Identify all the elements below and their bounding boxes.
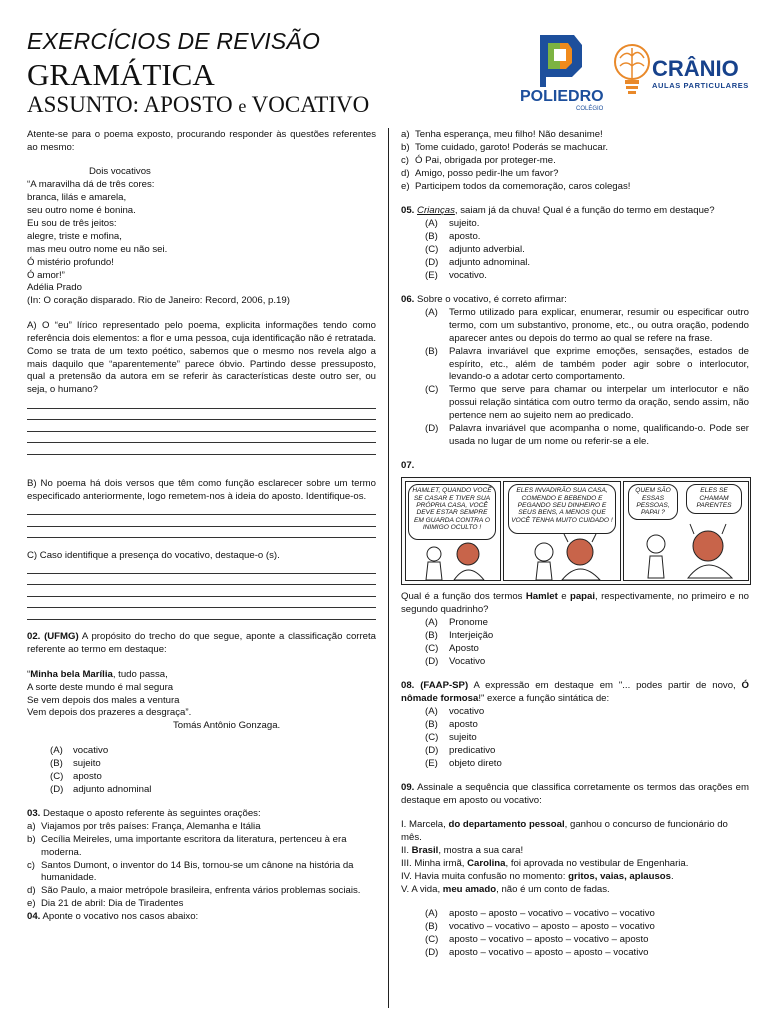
sentence-part: V. A vida, xyxy=(401,883,443,895)
q02-text: A propósito do trecho do que segue, aponte a classificação correta referente ao termo em destaque: xyxy=(27,631,377,656)
comic-bubble-2: ELES INVADIRÃO SUA CASA, COMENDO E BEBENDO E PEGANDO SEU DINHEIRO E SEUS BENS, A MENOS QUE VOCÊ TENHA MUITO CUIDADO ! xyxy=(508,484,616,534)
answer-line[interactable] xyxy=(27,397,376,409)
answer-option-key: (A) xyxy=(425,617,438,629)
sentence-part: , foi aprovada no vestibular de Engenharia. xyxy=(505,858,689,870)
q02-options xyxy=(27,745,376,797)
sentence-item xyxy=(401,129,749,142)
answer-line[interactable] xyxy=(27,585,376,597)
answer-option-key: (E) xyxy=(425,757,438,769)
answer-line[interactable] xyxy=(27,574,376,586)
answer-line[interactable] xyxy=(27,515,376,527)
q07-term-1: Hamlet xyxy=(525,591,558,603)
answer-line[interactable] xyxy=(27,597,376,609)
answer-lines-a xyxy=(27,397,376,455)
answer-option[interactable] xyxy=(401,218,749,231)
subject-aposto: APOSTO xyxy=(143,92,233,117)
question-08 xyxy=(401,680,749,706)
poem-line: seu outro nome é bonina. xyxy=(27,205,136,217)
poem-line: Eu sou de três jeitos: xyxy=(27,217,117,229)
q05-number: 05. xyxy=(401,205,415,217)
sentence-part: , ganhou o concurso de funcionário do mês. xyxy=(401,819,728,844)
answer-option-key: (D) xyxy=(425,423,439,435)
q09-number: 09. xyxy=(401,782,415,794)
answer-option-text: Interjeição xyxy=(449,629,494,641)
answer-lines-b xyxy=(27,504,376,539)
sentence-item-text: Cecília Meireles, uma importante escritora da literatura, pertenceu à era moderna. xyxy=(41,833,347,858)
question-c: C) Caso identifique a presença do vocativo, destaque-o (s). xyxy=(27,549,280,561)
sentence-highlight: meu amado xyxy=(442,883,497,895)
sentence-item-text: Dia 21 de abril: Dia de Tiradentes xyxy=(41,898,184,910)
right-column xyxy=(401,129,749,960)
header-line1: EXERCÍCIOS DE REVISÃO xyxy=(27,28,321,54)
sentence-item xyxy=(401,142,749,155)
sentence-highlight: do departamento pessoal xyxy=(448,819,565,831)
q08-text-a: A expressão em destaque em "... podes partir de novo, xyxy=(468,680,742,692)
poem-line: alegre, triste e mofina, xyxy=(27,230,122,242)
sentence-item-key: c) xyxy=(27,859,35,871)
q09-sentences xyxy=(401,819,749,896)
sentence-item-key: e) xyxy=(27,898,36,910)
answer-option-text: vocativo. xyxy=(449,269,487,281)
answer-option-key: (C) xyxy=(425,384,439,396)
answer-option-text: sujeito xyxy=(449,731,477,743)
answer-option[interactable] xyxy=(50,758,376,771)
q02-quote-first xyxy=(27,669,376,682)
column-divider xyxy=(388,128,389,1008)
answer-line[interactable] xyxy=(27,420,376,432)
answer-line[interactable] xyxy=(27,409,376,421)
sentence-item-text: Amigo, posso pedir-lhe um favor? xyxy=(415,167,559,179)
sentence-item-key: d) xyxy=(27,885,36,897)
poliedro-emblem-icon xyxy=(516,33,606,113)
answer-option-text: Termo utilizado para explicar, enumerar, resumir ou especificar outro termo, com um substantivo, pronome, etc., ou outra oração, podendo aparecer antes ou depois do termo ao qual se refere na frase. xyxy=(449,306,749,344)
answer-option-text: sujeito. xyxy=(449,217,480,229)
q07-number: 07. xyxy=(401,460,415,472)
answer-option-text: vocativo xyxy=(73,744,109,756)
q02-highlight: Minha bela Marília xyxy=(30,668,113,680)
answer-option-key: (B) xyxy=(425,629,438,641)
poem xyxy=(27,179,376,308)
answer-option-text: aposto – aposto – vocativo – vocativo – vocativo xyxy=(449,908,655,920)
sentence-item-key: e) xyxy=(401,180,410,192)
q09-options xyxy=(401,908,749,960)
answer-option-key: (A) xyxy=(50,744,63,756)
answer-option-key: (D) xyxy=(425,256,439,268)
comic-figures-icon xyxy=(414,540,494,582)
comic-panel-1 xyxy=(405,481,501,581)
answer-option[interactable] xyxy=(401,617,749,630)
answer-option-key: (E) xyxy=(425,269,438,281)
answer-option-key: (D) xyxy=(425,655,439,667)
question-05 xyxy=(401,205,749,218)
answer-option-text: adjunto adnominal. xyxy=(449,256,531,268)
q07-options xyxy=(401,617,749,669)
answer-option-text: aposto xyxy=(73,770,102,782)
sentence-part: II. xyxy=(401,845,412,857)
subject-label: ASSUNTO: xyxy=(27,92,140,117)
poliedro-logo xyxy=(516,33,606,113)
poem-line: “A maravilha dá de três cores: xyxy=(27,179,155,191)
q04-number: 04. xyxy=(27,911,41,923)
question-03 xyxy=(27,808,376,821)
comic-panel-2 xyxy=(503,481,621,581)
q03-number: 03. xyxy=(27,807,41,819)
answer-option-key: (A) xyxy=(425,306,438,318)
answer-option-text: adjunto adverbial. xyxy=(449,243,525,255)
sentence-highlight: Brasil xyxy=(411,845,439,857)
answer-option-key: (A) xyxy=(425,217,438,229)
sentence-item-text: Ó Pai, obrigada por proteger-me. xyxy=(415,154,556,166)
poem-source: (In: O coração disparado. Rio de Janeiro: Record, 2006, p.19) xyxy=(27,295,290,307)
answer-option-key: (C) xyxy=(50,770,64,782)
answer-option-text: predicativo xyxy=(449,744,496,756)
cranio-logo xyxy=(612,42,752,102)
answer-option[interactable] xyxy=(401,947,749,960)
q02-quote-line: Se vem depois dos males a ventura xyxy=(27,694,180,706)
answer-option[interactable] xyxy=(401,745,749,758)
sentence-item-key: d) xyxy=(401,167,410,179)
answer-option[interactable] xyxy=(401,244,749,257)
answer-option[interactable] xyxy=(50,745,376,758)
q09-text: Assinale a sequência que classifica corretamente os termos das orações em destaque em aposto ou vocativo: xyxy=(401,782,749,806)
q09-sentence xyxy=(401,819,749,845)
answer-option-key: (D) xyxy=(425,947,439,958)
answer-option[interactable] xyxy=(401,231,749,244)
question-02 xyxy=(27,631,376,657)
question-b: B) No poema há dois versos que têm como função esclarecer sobre um termo especificado anteriormente, logo remetem-nos à ideia do aposto. Identifique-os. xyxy=(27,477,376,502)
question-06 xyxy=(401,294,749,307)
q06-number: 06. xyxy=(401,293,415,305)
q08-source: (FAAP-SP) xyxy=(420,680,469,692)
answer-option-key: (A) xyxy=(425,908,438,920)
q09-sentence xyxy=(401,884,749,897)
sentence-item-text: Santos Dumont, o inventor do 14 Bis, tornou-se um cânone na história da humanidade. xyxy=(41,859,354,884)
answer-option-key: (B) xyxy=(425,345,438,357)
q07-mid: e xyxy=(557,591,570,603)
comic-viking-icon xyxy=(514,534,610,582)
cranio-sub: AULAS PARTICULARES xyxy=(652,81,749,90)
q02-quote-line: Vem depois dos prazeres a desgraça”. xyxy=(27,707,192,719)
q08-highlight: Ó nômade formosa xyxy=(401,680,750,705)
answer-option-key: (D) xyxy=(50,783,64,795)
q09-sentence xyxy=(401,845,749,858)
answer-option-key: (B) xyxy=(425,718,438,730)
sentence-item xyxy=(27,821,376,834)
sentence-part: IV. Havia muita confusão no momento: xyxy=(401,870,569,882)
answer-option[interactable] xyxy=(401,921,749,934)
comic-bubble-1: HAMLET, QUANDO VOCÊ SE CASAR E TIVER SUA PRÓPRIA CASA, VOCÊ DEVE ESTAR SEMPRE EM GUARDA CONTRA O INIMIGO OCULTO ! xyxy=(408,484,496,540)
answer-option-text: aposto. xyxy=(449,230,481,242)
comic-panel-3 xyxy=(623,481,749,581)
poem-line: Ó mistério profundo! xyxy=(27,256,114,268)
subject-and: e xyxy=(238,96,247,116)
answer-line[interactable] xyxy=(27,608,376,620)
brain-bulb-icon xyxy=(612,42,752,102)
sentence-item-text: Tenha esperança, meu filho! Não desanime! xyxy=(415,129,603,140)
comic-father-son-icon xyxy=(632,522,742,580)
intro-text: Atente-se para o poema exposto, procurando responder às questões referentes ao mesmo: xyxy=(27,129,376,153)
sentence-part: I. Marcela, xyxy=(401,819,449,831)
answer-option[interactable] xyxy=(401,719,749,732)
answer-option-text: vocativo – vocativo – aposto – aposto – vocativo xyxy=(449,921,655,933)
poem-line: mas meu outro nome eu não sei. xyxy=(27,243,168,255)
subject-vocativo: VOCATIVO xyxy=(251,92,370,117)
answer-option-key: (D) xyxy=(425,744,439,756)
q08-text-b: !" exerce a função sintática de: xyxy=(478,693,610,705)
q05-text: , saiam já da chuva! Qual é a função do termo em destaque? xyxy=(454,205,715,217)
q06-options xyxy=(401,307,749,449)
answer-option[interactable] xyxy=(401,643,749,656)
sentence-item xyxy=(401,168,749,181)
answer-option[interactable] xyxy=(50,771,376,784)
q08-options xyxy=(401,706,749,771)
answer-option[interactable] xyxy=(401,732,749,745)
cranio-wordmark: CRÂNIO xyxy=(652,56,739,81)
q02-quote-line: A sorte deste mundo é mal segura xyxy=(27,681,174,693)
sentence-item-text: Tome cuidado, garoto! Poderás se machucar. xyxy=(415,141,609,153)
q09-sentence xyxy=(401,858,749,871)
sentence-item xyxy=(27,860,376,886)
comic-bubble-3: QUEM SÃO ESSAS PESSOAS, PAPAI ? xyxy=(628,484,678,520)
answer-option-key: (C) xyxy=(425,731,439,743)
answer-line[interactable] xyxy=(27,562,376,574)
q07-text-b: , respectivamente, no primeiro e no segundo quadrinho? xyxy=(401,591,749,616)
q05-options xyxy=(401,218,749,283)
sentence-item-key: b) xyxy=(27,833,36,845)
q04-items xyxy=(401,129,749,194)
poem-line: branca, lilás e amarela, xyxy=(27,192,127,204)
answer-lines-c xyxy=(27,562,376,620)
q05-highlight: Crianças xyxy=(417,205,455,217)
answer-option[interactable] xyxy=(401,656,749,669)
poliedro-sub: COLÉGIO xyxy=(576,106,604,112)
q07-term-2: papai xyxy=(569,591,596,603)
sentence-highlight: Carolina xyxy=(467,858,506,870)
answer-option[interactable] xyxy=(401,706,749,719)
answer-option-key: (A) xyxy=(425,706,438,717)
answer-option[interactable] xyxy=(401,934,749,947)
q02-quote-lines xyxy=(27,682,376,721)
answer-option[interactable] xyxy=(50,784,376,797)
sentence-item-key: b) xyxy=(401,141,410,153)
comic-bubble-4: ELES SE CHAMAM PARENTES xyxy=(686,484,742,514)
page-header xyxy=(27,28,369,118)
answer-line[interactable] xyxy=(27,432,376,444)
sentence-item-key: c) xyxy=(401,154,409,166)
q04-text: Aponte o vocativo nos casos abaixo: xyxy=(42,911,199,923)
sentence-item-text: Participem todos da comemoração, caros colegas! xyxy=(415,180,631,192)
q09-sentence xyxy=(401,871,749,884)
answer-line[interactable] xyxy=(27,443,376,455)
q07-text-a: Qual é a função dos termos xyxy=(401,591,526,603)
q02-number: 02. xyxy=(27,631,41,643)
q02-author: Tomás Antônio Gonzaga. xyxy=(173,720,281,732)
answer-option-text: Palavra invariável que acompanha o nome, qualificando-o. Pode ser usada no lugar de um nome ou referir-se a ele. xyxy=(449,423,749,447)
answer-option-text: Palavra invariável que exprime emoções, sensações, estados de espírito, etc., além de também poder agir sobre o interlocutor, levando-o a adotar certo comportamento. xyxy=(449,345,749,383)
poem-author: Adélia Prado xyxy=(27,282,82,294)
answer-line[interactable] xyxy=(27,504,376,516)
q03-text: Destaque o aposto referente às seguintes orações: xyxy=(43,807,261,819)
answer-option-key: (B) xyxy=(50,757,63,769)
answer-line[interactable] xyxy=(27,527,376,539)
answer-option-text: Vocativo xyxy=(449,655,486,667)
left-column xyxy=(27,129,376,924)
q07-text xyxy=(401,591,749,617)
sentence-part: III. Minha irmã, xyxy=(401,858,468,870)
comic-strip xyxy=(401,477,751,585)
question-07 xyxy=(401,460,749,473)
q02-source: (UFMG) xyxy=(44,631,79,643)
poem-title: Dois vocativos xyxy=(89,166,151,178)
answer-option[interactable] xyxy=(401,346,749,385)
answer-option-key: (B) xyxy=(425,230,438,242)
answer-option[interactable] xyxy=(401,270,749,283)
answer-option-text: sujeito xyxy=(73,757,101,769)
poem-line: Ó amor!” xyxy=(27,269,65,281)
answer-option[interactable] xyxy=(401,307,749,346)
answer-option-key: (C) xyxy=(425,934,439,946)
answer-option-text: aposto xyxy=(449,718,478,730)
sentence-item-key: a) xyxy=(27,820,36,832)
answer-option-text: Termo que serve para chamar ou interpelar um interlocutor e não possui relação sintática com outro termo da oração, sendo assim, não pertence nem ao sujeito nem ao predicado. xyxy=(449,384,749,422)
answer-option-key: (B) xyxy=(425,921,438,933)
sentence-item xyxy=(27,834,376,860)
sentence-item-text: São Paulo, a maior metrópole brasileira, enfrenta vários problemas sociais. xyxy=(41,885,361,897)
answer-option[interactable] xyxy=(401,908,749,921)
sentence-item xyxy=(401,155,749,168)
answer-option-text: Pronome xyxy=(449,617,488,629)
q06-text: Sobre o vocativo, é correto afirmar: xyxy=(417,293,567,305)
answer-option-text: vocativo xyxy=(449,706,485,717)
header-subject xyxy=(27,93,369,118)
answer-option-text: aposto – vocativo – aposto – vocativo – aposto xyxy=(449,934,649,946)
answer-option-text: Aposto xyxy=(449,642,479,654)
question-04 xyxy=(27,911,376,924)
header-title: GRAMÁTICA xyxy=(27,57,215,92)
answer-option-key: (C) xyxy=(425,243,439,255)
q08-number: 08. xyxy=(401,680,415,692)
sentence-highlight: gritos, vaias, aplausos xyxy=(568,870,672,882)
answer-option-text: objeto direto xyxy=(449,757,502,769)
sentence-item-key: a) xyxy=(401,129,410,140)
answer-option[interactable] xyxy=(401,423,749,449)
answer-option[interactable] xyxy=(401,758,749,771)
sentence-part: . xyxy=(671,870,674,882)
answer-option-text: aposto – vocativo – aposto – aposto – vocativo xyxy=(449,947,649,958)
sentence-item xyxy=(27,885,376,898)
sentence-item-text: Viajamos por três países: França, Alemanha e Itália xyxy=(41,820,261,832)
sentence-item xyxy=(27,898,376,911)
sentence-part: , mostra a sua cara! xyxy=(438,845,524,857)
q03-items xyxy=(27,821,376,911)
answer-option[interactable] xyxy=(401,630,749,643)
sentence-part: , não é um conto de fadas. xyxy=(496,883,610,895)
q02-quote-rest: , tudo passa, xyxy=(112,668,168,680)
poliedro-wordmark: POLIEDRO xyxy=(520,88,604,105)
answer-option[interactable] xyxy=(401,384,749,423)
question-09 xyxy=(401,782,749,808)
answer-option[interactable] xyxy=(401,257,749,270)
answer-option-key: (C) xyxy=(425,642,439,654)
quote-mark: “ xyxy=(27,668,31,680)
answer-option-text: adjunto adnominal xyxy=(73,783,152,795)
sentence-item xyxy=(401,181,749,194)
question-a: A) O “eu” lírico representado pelo poema, explicita informações tendo como referência dois elementos: a flor e uma pessoa, cuja identificação não é retratada. Como se trata de um texto poético, sabemos que o mesmo nos revela algo a mais daquilo que “aparentemente” parece óbvio. Partindo desse pressuposto, qual a pretensão da autora em se referir às características deste outro ser, ou seja, o humano? xyxy=(27,319,376,396)
